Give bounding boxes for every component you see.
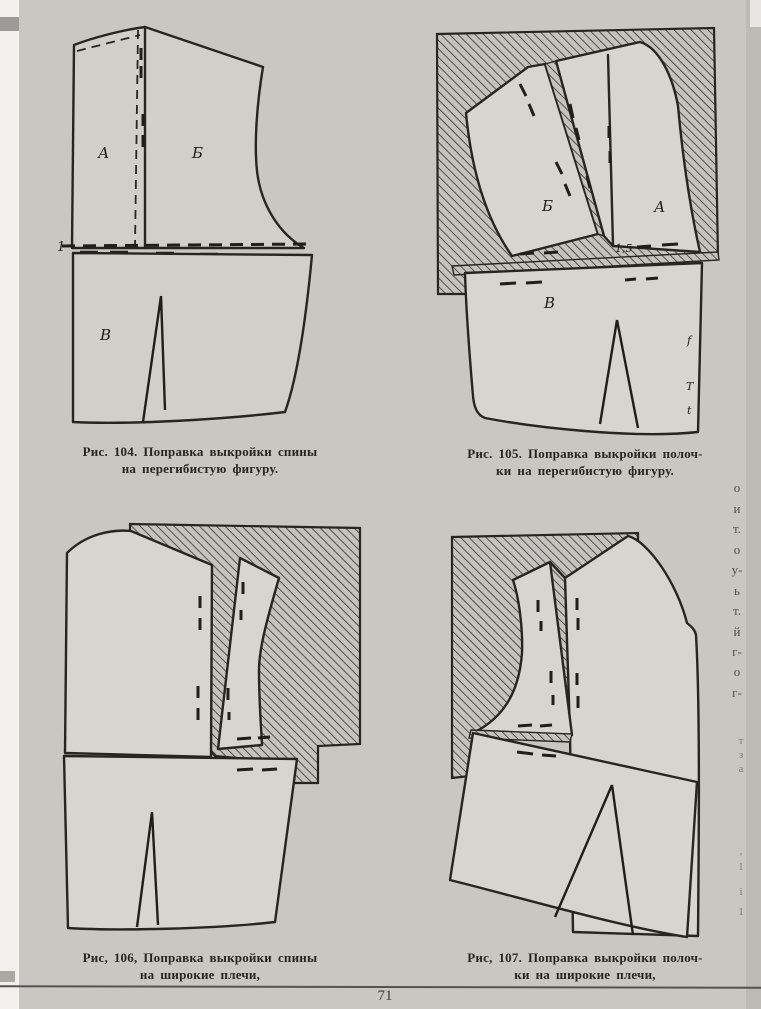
cutoff-letter-faint: i: [739, 886, 743, 898]
cutoff-letter: ь: [734, 583, 740, 598]
fig106-back-piece-outline: [65, 531, 212, 757]
cutoff-letter-faint: з: [738, 749, 744, 761]
cutoff-letter-faint: 1: [738, 906, 744, 918]
cutoff-letter: и: [733, 501, 741, 516]
cutoff-letter-faint: ,: [739, 845, 743, 857]
fig105-label-1-5: 1,5: [615, 242, 633, 255]
cutoff-letter: т.: [733, 521, 741, 536]
left-margin-strip: [0, 0, 19, 1009]
fig107-caption: [420, 950, 750, 983]
fig106-lower-piece-outline: [64, 756, 297, 929]
cutoff-letter-faint: l: [739, 861, 743, 873]
left-margin-mark-top: [0, 17, 19, 31]
cutoff-letter: г-: [732, 685, 742, 700]
fig107-caption-line2: ки на широкие плечи,: [514, 966, 656, 982]
fig105-label-b: Б: [542, 197, 554, 215]
fig104-drawing: [52, 8, 332, 440]
cutoff-letter: о: [733, 542, 741, 557]
fig105-caption-line2: ки на перегибистую фигуру.: [496, 462, 674, 478]
fig106-caption-line1: Рис, 106, Поправка выкройки спины: [82, 950, 318, 965]
page-number: 71: [377, 988, 393, 1004]
cutoff-letter-faint: а: [738, 763, 744, 775]
fig107-caption-line1: Рис, 107. Поправка выкройки полоч-: [467, 950, 703, 965]
fig105-edge-mark-f: f: [687, 334, 692, 347]
fig105-drawing: [432, 26, 744, 440]
fig106-drawing: [55, 518, 367, 946]
fig105-caption: [420, 446, 750, 479]
left-margin-mark-bottom: [0, 971, 15, 982]
cutoff-letter: й: [733, 624, 741, 639]
fig104-label-1: 1: [57, 240, 66, 255]
cutoff-letter: г-: [732, 644, 742, 659]
fig104-back-bodice-outline: [72, 27, 304, 248]
fig105-label-a: А: [654, 198, 666, 216]
fig104-caption-line2: на перегибистую фигуру.: [121, 460, 279, 476]
cutoff-letter: т.: [733, 603, 741, 618]
fig104-caption-line1: Рис. 104. Поправка выкройки спины: [82, 444, 318, 459]
fig104-label-b: Б: [192, 144, 204, 162]
cutoff-letter: о: [733, 664, 741, 679]
fig107-drawing: [442, 528, 745, 940]
fig105-lower-piece-outline: [465, 263, 702, 434]
fig106-caption: [35, 950, 365, 983]
right-margin-notch: [750, 0, 761, 27]
fig104-label-a: А: [98, 144, 110, 162]
cutoff-letter: о: [733, 480, 741, 495]
fig104-caption: [35, 444, 365, 477]
cutoff-letter-faint: т: [738, 735, 744, 747]
fig105-edge-mark-t2: t: [687, 404, 692, 417]
fig105-label-v: В: [544, 294, 556, 312]
fig104-label-v: В: [100, 326, 112, 344]
right-margin-strip: [746, 0, 761, 1009]
fig105-caption-line1: Рис. 105. Поправка выкройки полоч-: [467, 446, 703, 461]
fig105-edge-mark-t1: T: [686, 380, 694, 393]
cutoff-letter: у-: [731, 562, 743, 577]
fig106-caption-line2: на широкие плечи,: [139, 966, 261, 982]
